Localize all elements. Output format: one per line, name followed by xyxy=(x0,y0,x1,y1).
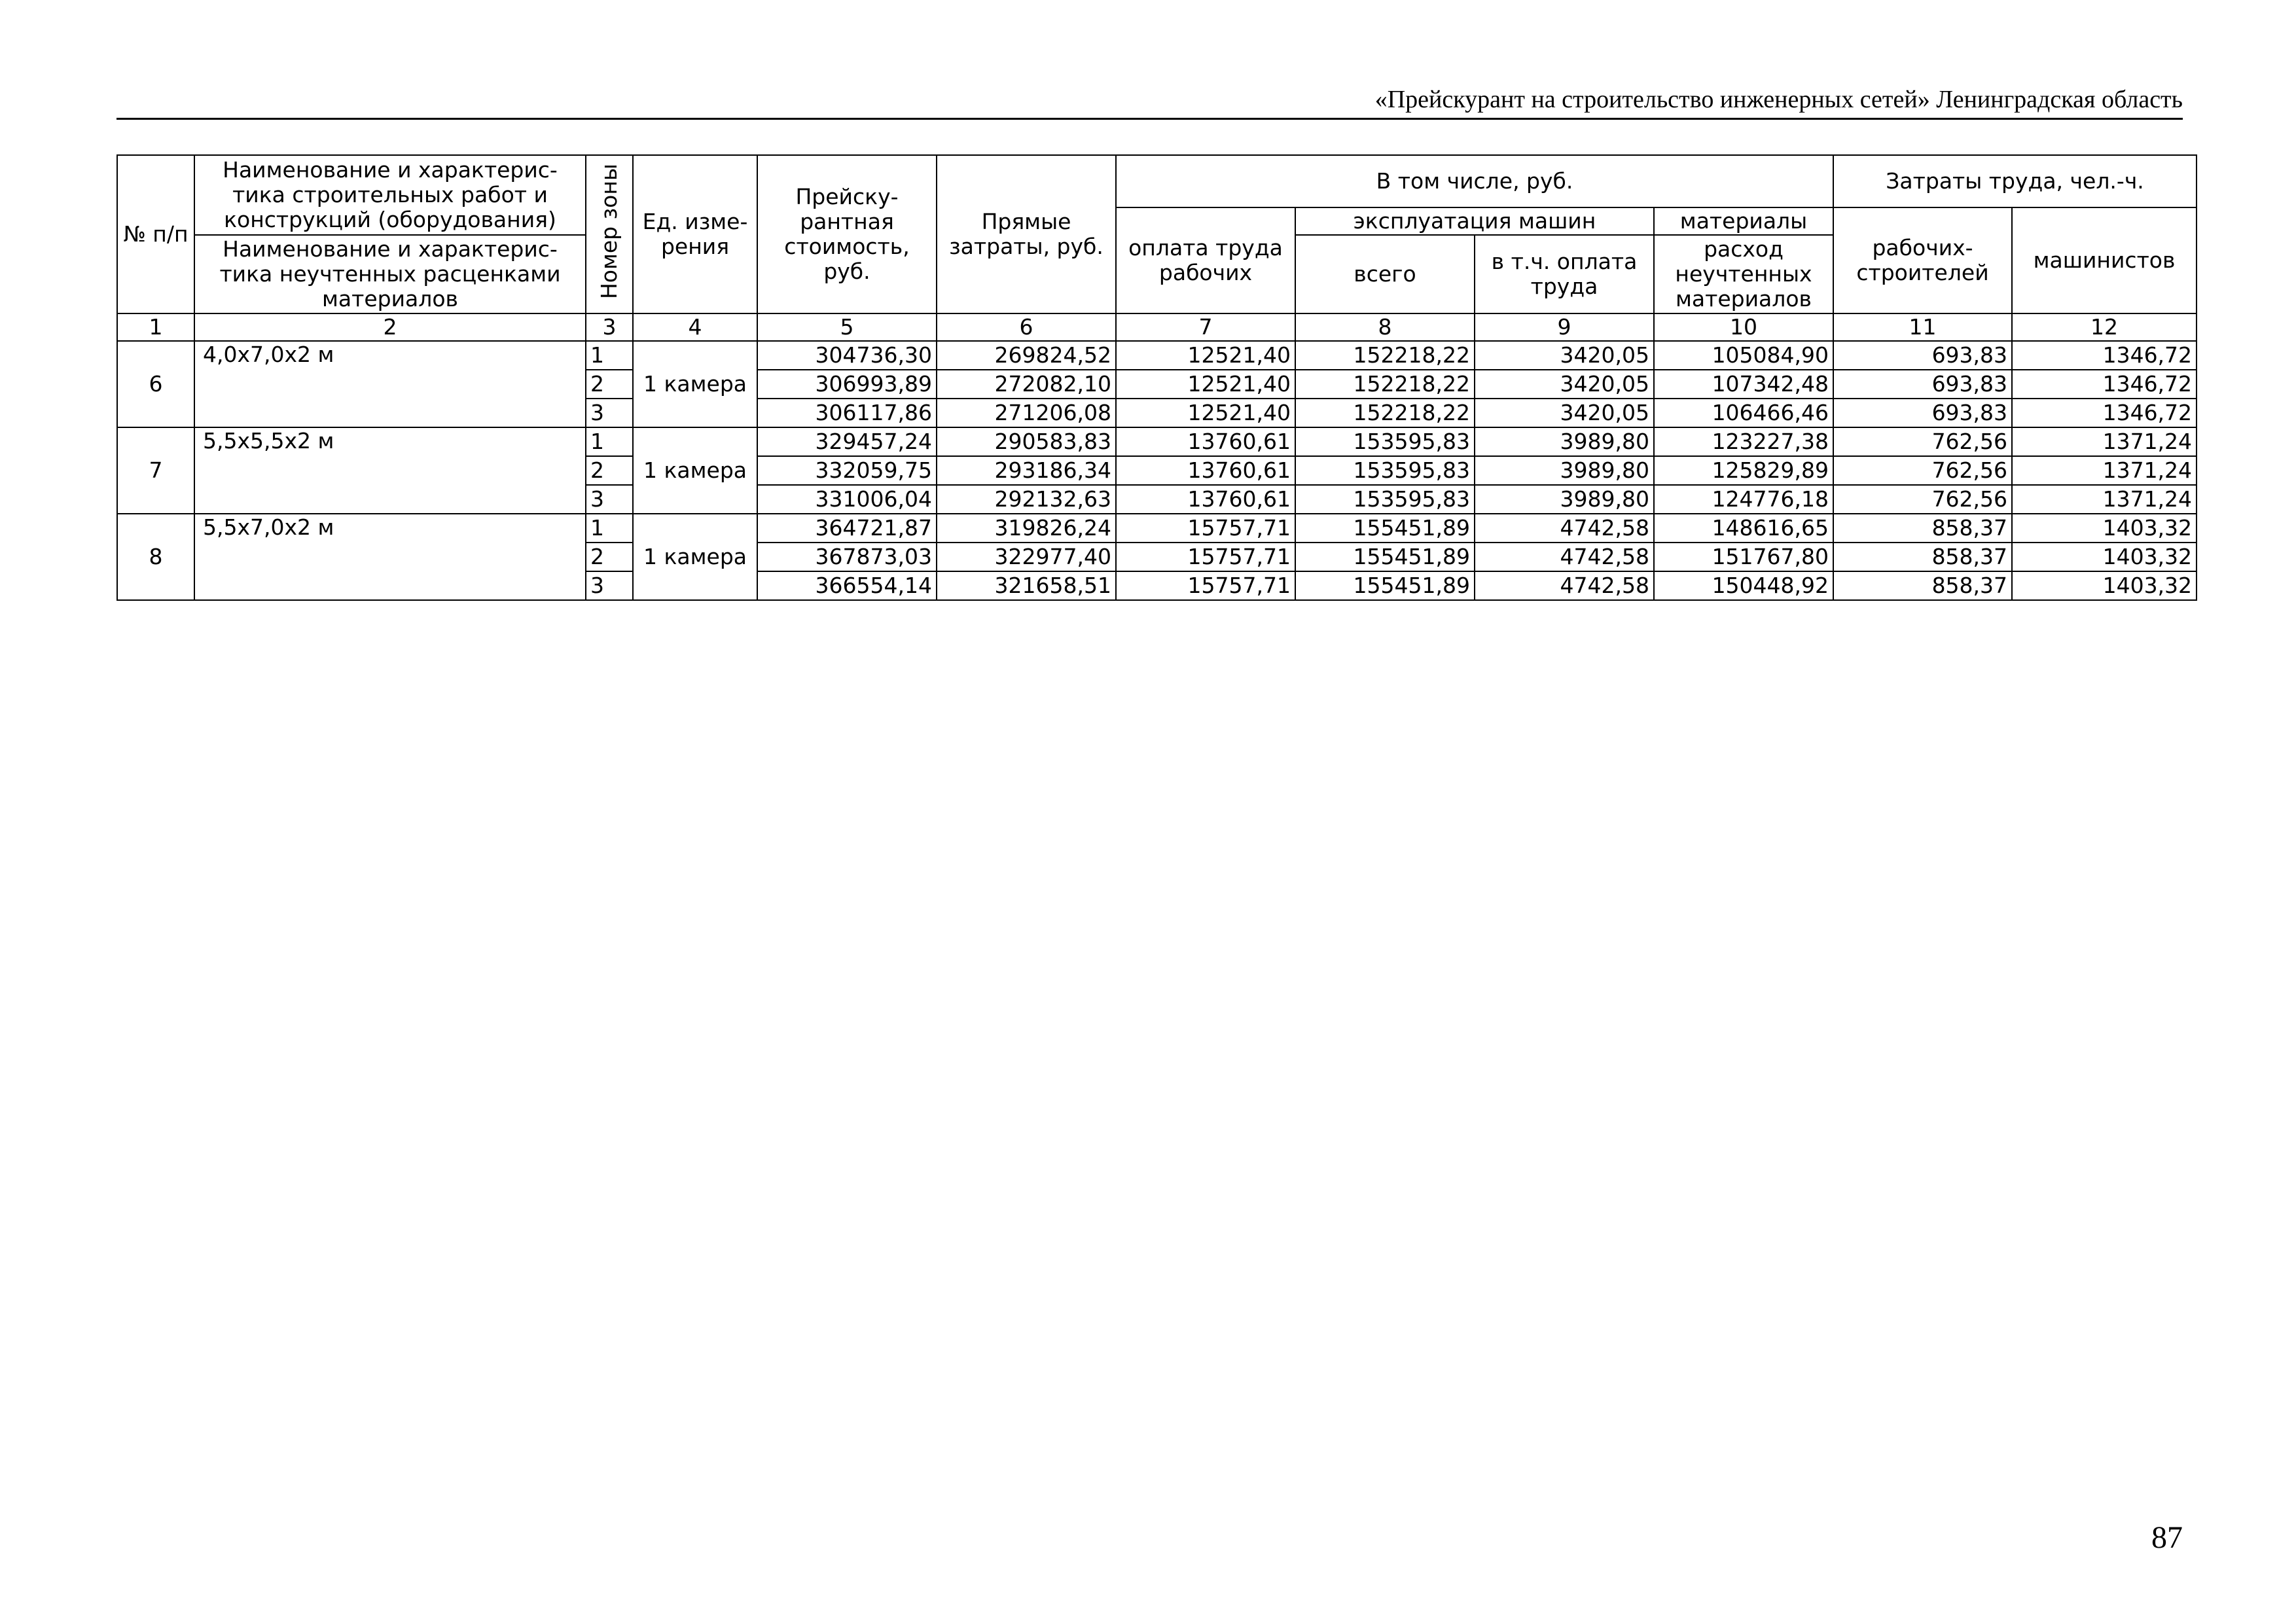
materials-cell: 107342,48 xyxy=(1654,370,1833,399)
header-materials-use: расход неучтенных материалов xyxy=(1654,235,1833,313)
header-machine-total: всего xyxy=(1295,235,1475,313)
materials-cell: 150448,92 xyxy=(1654,571,1833,600)
header-unit: Ед. изме-рения xyxy=(633,155,757,313)
header-name-bottom: Наименование и характерис-тика неучтенных расценками материалов xyxy=(194,235,586,313)
machinists-hours-cell: 1346,72 xyxy=(2012,399,2197,427)
machine-total-cell: 153595,83 xyxy=(1295,456,1475,485)
direct-cost-cell: 319826,24 xyxy=(937,514,1116,543)
price-cell: 331006,04 xyxy=(757,485,937,514)
item-name: 5,5х5,5х2 м xyxy=(194,427,586,514)
col-num: 8 xyxy=(1295,313,1475,341)
item-number: 6 xyxy=(117,341,194,427)
labor-pay-cell: 15757,71 xyxy=(1116,514,1295,543)
builders-hours-cell: 693,83 xyxy=(1833,370,2012,399)
machinists-hours-cell: 1371,24 xyxy=(2012,427,2197,456)
machinists-hours-cell: 1346,72 xyxy=(2012,341,2197,370)
header-machine-ops: эксплуатация машин xyxy=(1295,207,1654,235)
zone-cell: 1 xyxy=(586,427,633,456)
machinists-hours-cell: 1403,32 xyxy=(2012,571,2197,600)
labor-pay-cell: 12521,40 xyxy=(1116,399,1295,427)
machinists-hours-cell: 1403,32 xyxy=(2012,514,2197,543)
machine-pay-cell: 3989,80 xyxy=(1475,485,1654,514)
builders-hours-cell: 858,37 xyxy=(1833,514,2012,543)
item-name: 4,0х7,0х2 м xyxy=(194,341,586,427)
labor-pay-cell: 12521,40 xyxy=(1116,341,1295,370)
machine-total-cell: 152218,22 xyxy=(1295,341,1475,370)
materials-cell: 123227,38 xyxy=(1654,427,1833,456)
direct-cost-cell: 322977,40 xyxy=(937,543,1116,571)
unit-cell: 1 камера xyxy=(633,341,757,427)
column-numbers-row xyxy=(117,313,2197,341)
builders-hours-cell: 858,37 xyxy=(1833,571,2012,600)
materials-cell: 148616,65 xyxy=(1654,514,1833,543)
machine-pay-cell: 4742,58 xyxy=(1475,543,1654,571)
direct-cost-cell: 269824,52 xyxy=(937,341,1116,370)
header-incl: В том числе, руб. xyxy=(1116,155,1833,207)
price-cell: 366554,14 xyxy=(757,571,937,600)
header-num: № п/п xyxy=(117,155,194,313)
machinists-hours-cell: 1346,72 xyxy=(2012,370,2197,399)
table-header xyxy=(117,155,2197,341)
col-num: 4 xyxy=(633,313,757,341)
builders-hours-cell: 693,83 xyxy=(1833,399,2012,427)
header-machinists: машинистов xyxy=(2012,207,2197,313)
builders-hours-cell: 762,56 xyxy=(1833,456,2012,485)
zone-cell: 3 xyxy=(586,485,633,514)
header-zone-label: Номер зоны xyxy=(596,164,622,300)
col-num: 11 xyxy=(1833,313,2012,341)
builders-hours-cell: 693,83 xyxy=(1833,341,2012,370)
price-cell: 367873,03 xyxy=(757,543,937,571)
zone-cell: 3 xyxy=(586,399,633,427)
direct-cost-cell: 271206,08 xyxy=(937,399,1116,427)
builders-hours-cell: 762,56 xyxy=(1833,485,2012,514)
table-row xyxy=(117,427,2197,456)
materials-cell: 106466,46 xyxy=(1654,399,1833,427)
machine-pay-cell: 4742,58 xyxy=(1475,571,1654,600)
labor-pay-cell: 13760,61 xyxy=(1116,485,1295,514)
machine-pay-cell: 3989,80 xyxy=(1475,427,1654,456)
zone-cell: 1 xyxy=(586,514,633,543)
labor-pay-cell: 13760,61 xyxy=(1116,456,1295,485)
price-cell: 364721,87 xyxy=(757,514,937,543)
col-num: 9 xyxy=(1475,313,1654,341)
unit-cell: 1 камера xyxy=(633,514,757,600)
unit-cell: 1 камера xyxy=(633,427,757,514)
machinists-hours-cell: 1403,32 xyxy=(2012,543,2197,571)
col-num: 10 xyxy=(1654,313,1833,341)
labor-pay-cell: 13760,61 xyxy=(1116,427,1295,456)
materials-cell: 124776,18 xyxy=(1654,485,1833,514)
table-row xyxy=(117,341,2197,370)
labor-pay-cell: 15757,71 xyxy=(1116,571,1295,600)
header-zone xyxy=(586,155,633,313)
machine-total-cell: 152218,22 xyxy=(1295,370,1475,399)
builders-hours-cell: 762,56 xyxy=(1833,427,2012,456)
col-num: 6 xyxy=(937,313,1116,341)
header-name-top: Наименование и характерис-тика строительных работ и конструкций (оборудования) xyxy=(194,155,586,235)
zone-cell: 2 xyxy=(586,456,633,485)
header-labor: Затраты труда, чел.-ч. xyxy=(1833,155,2197,207)
direct-cost-cell: 272082,10 xyxy=(937,370,1116,399)
price-cell: 329457,24 xyxy=(757,427,937,456)
machine-total-cell: 153595,83 xyxy=(1295,485,1475,514)
header-labor-pay: оплата труда рабочих xyxy=(1116,207,1295,313)
col-num: 7 xyxy=(1116,313,1295,341)
running-header: «Прейскурант на строительство инженерных сетей» Ленинградская область xyxy=(117,85,2183,120)
col-num: 1 xyxy=(117,313,194,341)
price-cell: 332059,75 xyxy=(757,456,937,485)
page-number: 87 xyxy=(2151,1520,2183,1555)
price-cell: 306117,86 xyxy=(757,399,937,427)
zone-cell: 3 xyxy=(586,571,633,600)
table-row xyxy=(117,514,2197,543)
col-num: 3 xyxy=(586,313,633,341)
direct-cost-cell: 321658,51 xyxy=(937,571,1116,600)
machinists-hours-cell: 1371,24 xyxy=(2012,456,2197,485)
zone-cell: 2 xyxy=(586,370,633,399)
machinists-hours-cell: 1371,24 xyxy=(2012,485,2197,514)
machine-total-cell: 152218,22 xyxy=(1295,399,1475,427)
header-builders: рабочих-строителей xyxy=(1833,207,2012,313)
zone-cell: 1 xyxy=(586,341,633,370)
header-direct: Прямые затраты, руб. xyxy=(937,155,1116,313)
col-num: 2 xyxy=(194,313,586,341)
item-number: 7 xyxy=(117,427,194,514)
price-cell: 306993,89 xyxy=(757,370,937,399)
machine-pay-cell: 3420,05 xyxy=(1475,399,1654,427)
materials-cell: 125829,89 xyxy=(1654,456,1833,485)
machine-pay-cell: 4742,58 xyxy=(1475,514,1654,543)
machine-total-cell: 153595,83 xyxy=(1295,427,1475,456)
machine-total-cell: 155451,89 xyxy=(1295,514,1475,543)
materials-cell: 105084,90 xyxy=(1654,341,1833,370)
machine-pay-cell: 3420,05 xyxy=(1475,341,1654,370)
price-cell: 304736,30 xyxy=(757,341,937,370)
labor-pay-cell: 12521,40 xyxy=(1116,370,1295,399)
item-number: 8 xyxy=(117,514,194,600)
header-price: Прейску-рантная стоимость, руб. xyxy=(757,155,937,313)
table-body xyxy=(117,341,2197,600)
machine-pay-cell: 3420,05 xyxy=(1475,370,1654,399)
materials-cell: 151767,80 xyxy=(1654,543,1833,571)
col-num: 5 xyxy=(757,313,937,341)
header-machine-pay: в т.ч. оплата труда xyxy=(1475,235,1654,313)
col-num: 12 xyxy=(2012,313,2197,341)
machine-pay-cell: 3989,80 xyxy=(1475,456,1654,485)
header-materials: материалы xyxy=(1654,207,1833,235)
builders-hours-cell: 858,37 xyxy=(1833,543,2012,571)
machine-total-cell: 155451,89 xyxy=(1295,543,1475,571)
direct-cost-cell: 290583,83 xyxy=(937,427,1116,456)
direct-cost-cell: 293186,34 xyxy=(937,456,1116,485)
price-table xyxy=(117,154,2197,601)
zone-cell: 2 xyxy=(586,543,633,571)
item-name: 5,5х7,0х2 м xyxy=(194,514,586,600)
labor-pay-cell: 15757,71 xyxy=(1116,543,1295,571)
machine-total-cell: 155451,89 xyxy=(1295,571,1475,600)
direct-cost-cell: 292132,63 xyxy=(937,485,1116,514)
